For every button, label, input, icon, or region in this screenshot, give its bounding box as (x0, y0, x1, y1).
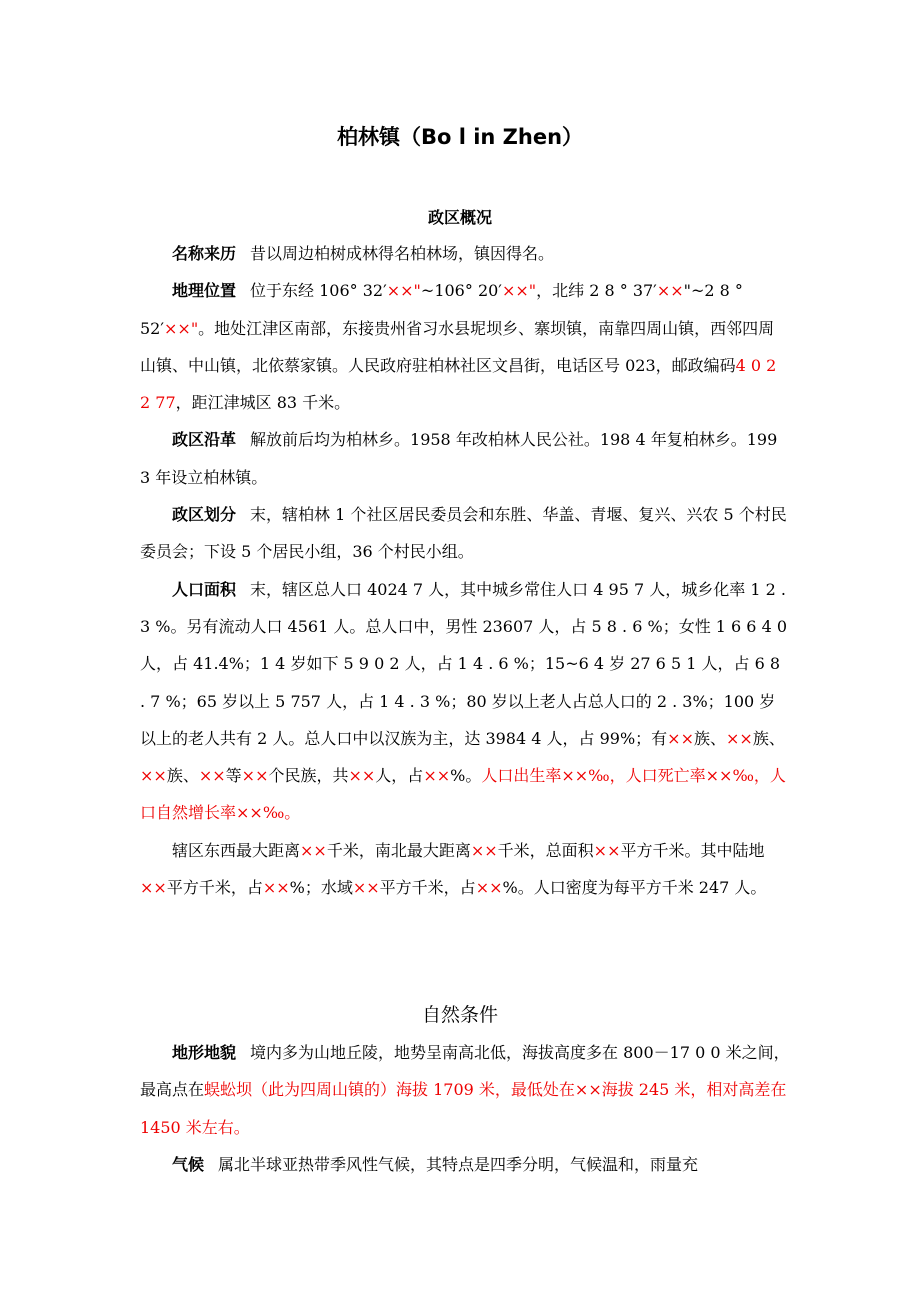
label-history: 政区沿革 (172, 430, 237, 450)
paragraph-division: 政区划分 末，辖柏林 1 个社区居民委员会和东胜、华盖、青堰、复兴、兴农 5 个村民委员会；下设 5 个居民小组，36 个村民小组。 (140, 505, 787, 562)
paragraph-climate: 气候 属北半球亚热带季风性气候，其特点是四季分明，气候温和，雨量充 (172, 1154, 699, 1174)
label-population: 人口面积 (172, 579, 237, 599)
paragraph-area: 辖区东西最大距离××千米，南北最大距离××千米，总面积××平方千米。其中陆地××平方千米，占××%；水域××平方千米，占××%。人口密度为每平方千米 247 人。 (140, 840, 767, 898)
paragraph-terrain: 地形地貌 境内多为山地丘陵，地势呈南高北低，海拔高度多在 800－17 0 0 米之间，最高点在蜈蚣坝（此为四周山镇的）海拔 1709 米，最低处在××海拔 245 米，相对高差在 1450 米左右。 (140, 1043, 790, 1137)
postal-code: 4 0 2 2 77 (140, 355, 777, 413)
label-climate: 气候 (172, 1154, 205, 1174)
label-name-origin: 名称来历 (172, 244, 237, 263)
label-location: 地理位置 (172, 281, 237, 301)
section-body-admin (140, 235, 790, 906)
paragraph-population: 人口面积 末，辖区总人口 4024 7 人，其中城乡常住人口 4 95 7 人，城乡化率 1 2 . 3 %。另有流动人口 4561 人。总人口中，男性 23607 人，占 5 8 . 6 %；女性 1 6 6 4 0 人，占 41.4%；1 4 岁如下 5 9 0 2 人，占 1 4 . 6 %；15~6 4 岁 27 6 5 1 人，占 6 8 . 7 %；65 岁以上 5 757 人，占 1 4 . 3 %；80 岁以上老人占总人口的 2 . 3%；100 岁以上的老人共有 2 人。总人口中以汉族为主，达 3984 4 人，占 99%；有××族、××族、××族、××等××个民族，共××人，占××%。人口出生率××‰，人口死亡率××‰，人口自然增长率××‰。 (140, 579, 788, 823)
paragraph-location: 地理位置 位于东经 106° 32′××"~106° 20′××"，北纬 2 8 ° 37′××"~2 8 ° 52′××"。地处江津区南部，东接贵州省习水县坭坝乡、寨坝镇，南靠四周山镇，西邻四周山镇、中山镇，北依蔡家镇。人民政府驻柏林社区文昌街，电话区号 023，邮政编码4 0 2 2 77，距江津城区 83 千米。 (140, 281, 777, 413)
section-heading-admin: 政区概况 (427, 208, 492, 227)
birth-rate-text: 人口出生率××‰，人口死亡率××‰，人口自然增长率××‰。 (140, 766, 786, 823)
label-terrain: 地形地貌 (172, 1043, 237, 1062)
section-heading-nature: 自然条件 (421, 1004, 498, 1026)
section-body-nature (140, 1034, 790, 1183)
paragraph-name-origin: 名称来历 昔以周边柏树成林得名柏林场，镇因得名。 (172, 244, 555, 263)
document-title: 柏林镇（Bo l in Zhen） (336, 125, 584, 149)
highest-point-text: 蜈蚣坝（此为四周山镇的）海拔 1709 米，最低处在××海拔 245 米，相对高差在 1450 米左右。 (140, 1080, 787, 1137)
label-division: 政区划分 (172, 505, 237, 525)
paragraph-history: 政区沿革 解放前后均为柏林乡。1958 年改柏林人民公社。198 4 年复柏林乡。199 3 年设立柏林镇。 (140, 430, 778, 487)
